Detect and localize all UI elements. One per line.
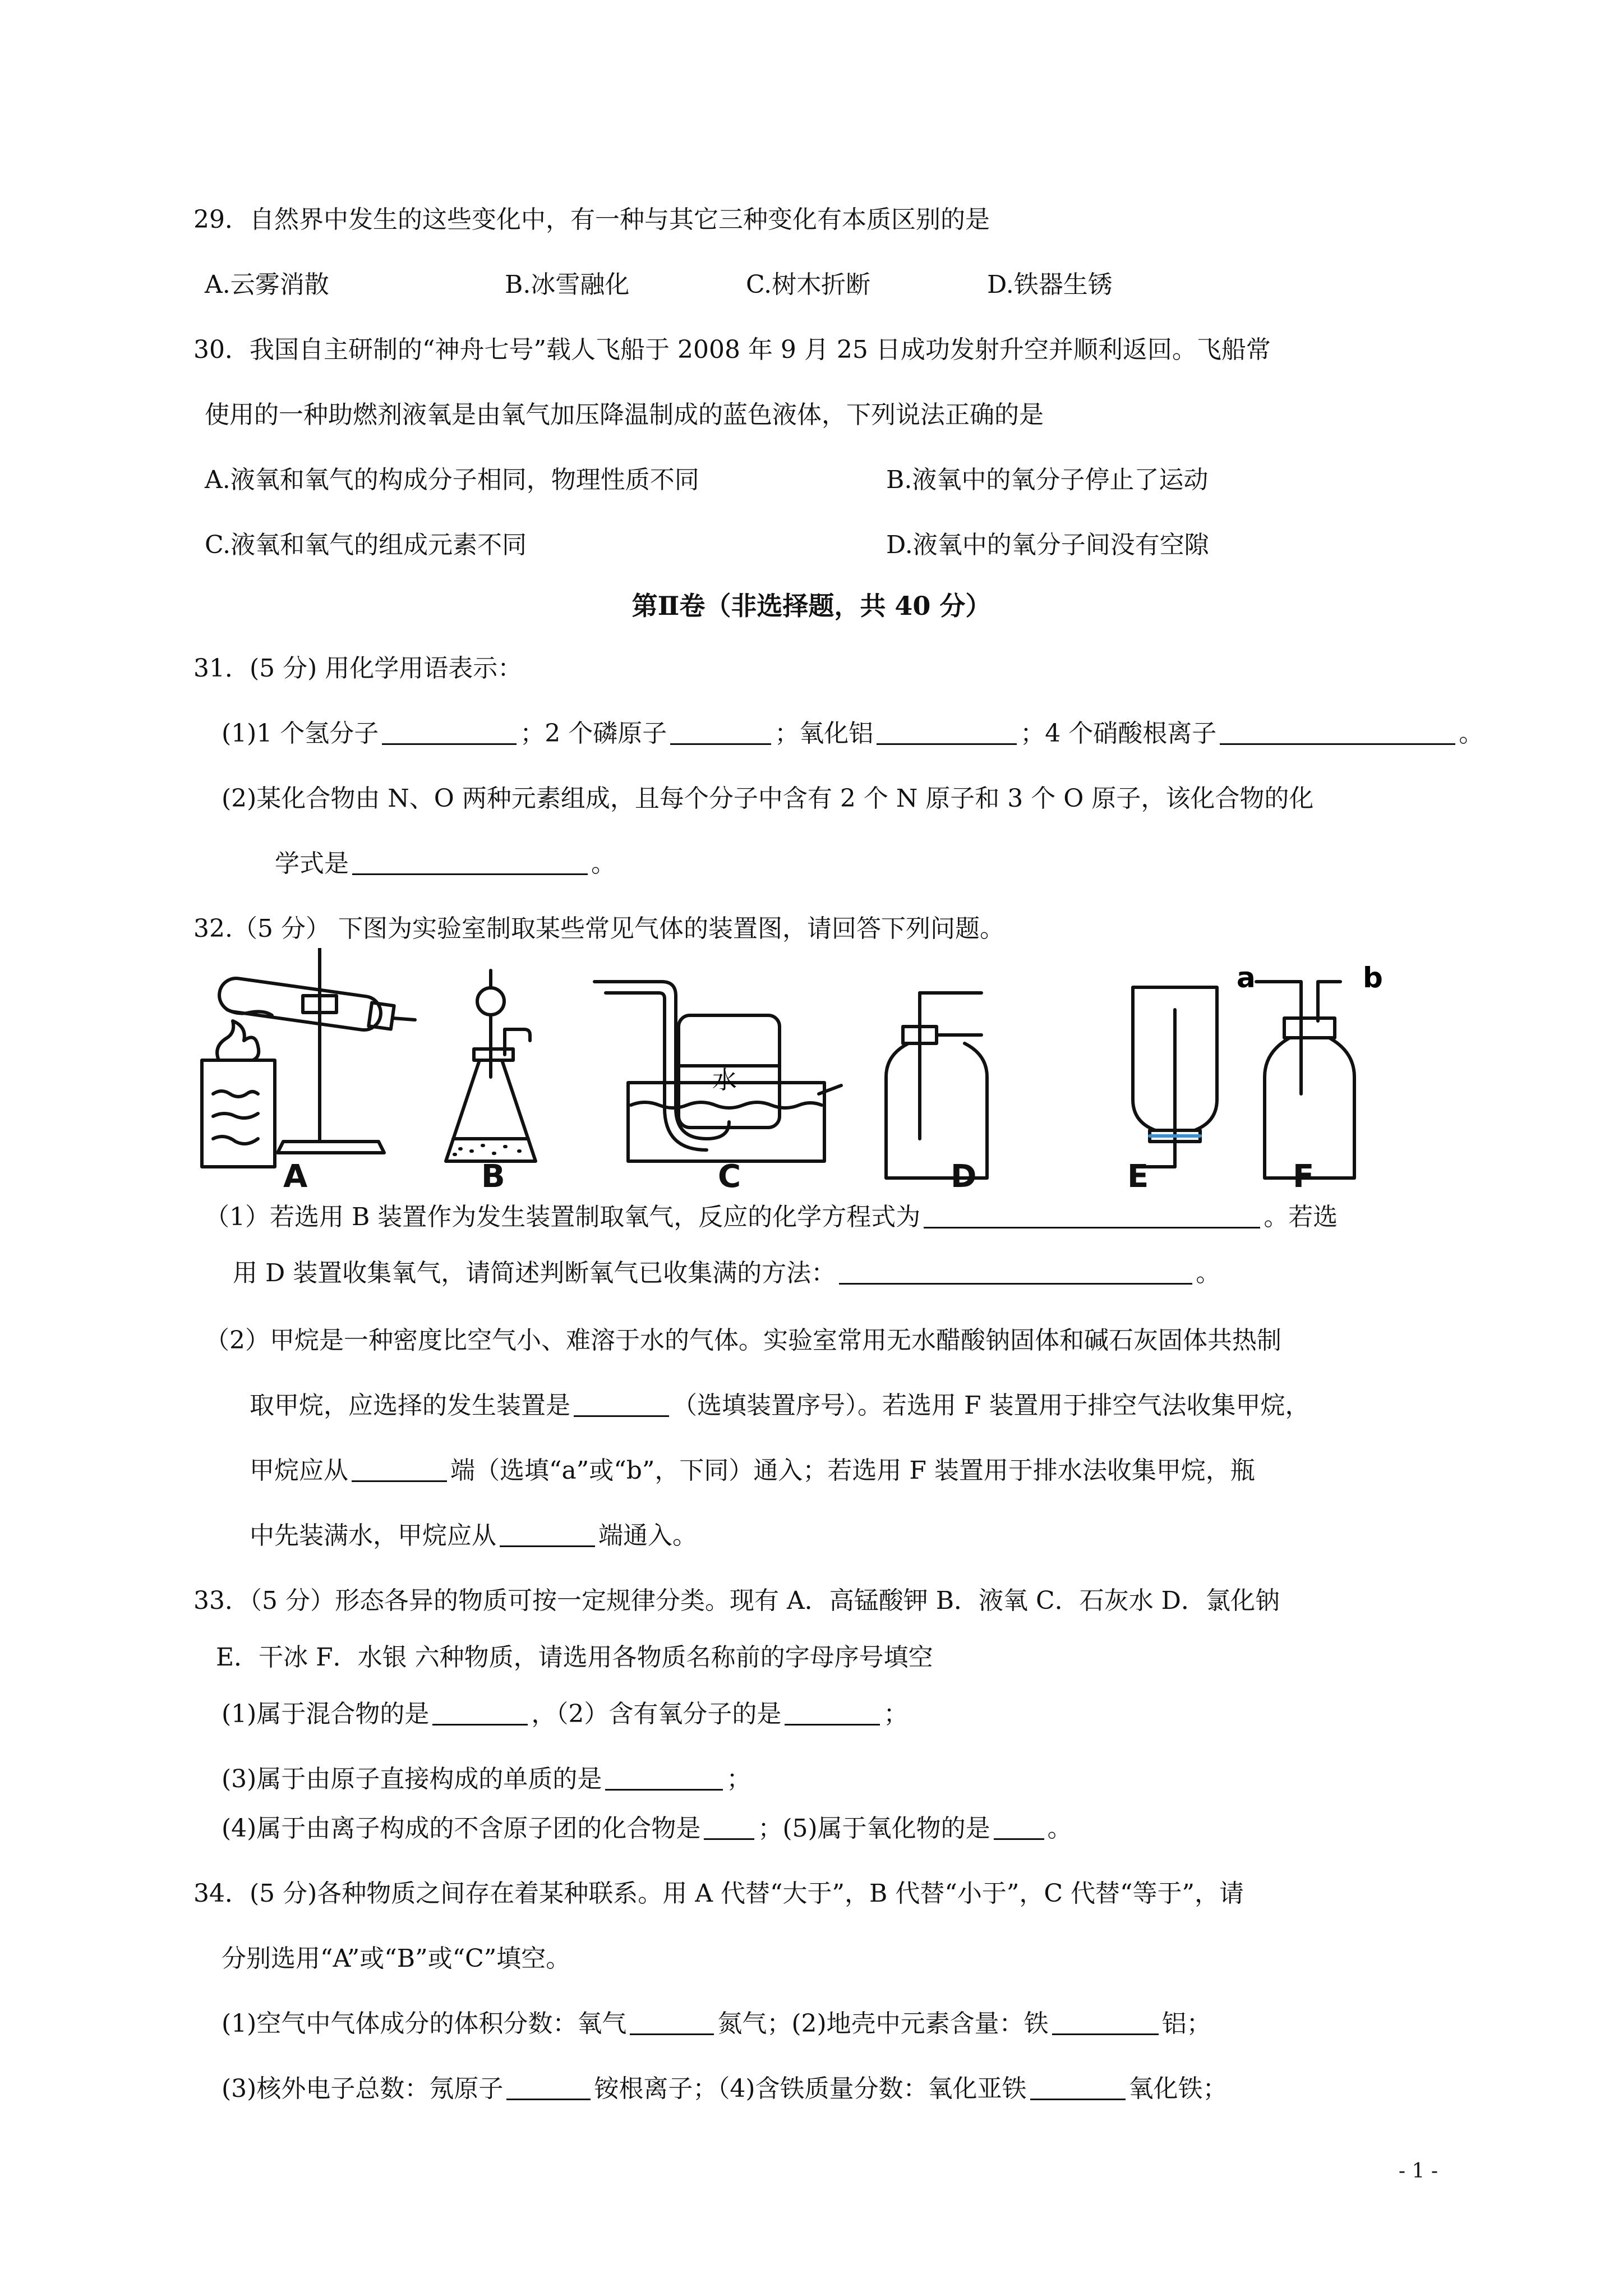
q31-part2-text-c: 。 [591, 849, 616, 878]
q32-part2-line3 [250, 1454, 1255, 1488]
q34-part3-text-b: 铵根离子；（4)含铁质量分数：氧化亚铁 [594, 2074, 1027, 2103]
f-port-a-label: a [1237, 961, 1256, 994]
q32-part1-text-b: 。若选 [1264, 1203, 1338, 1231]
q33-part4-text-c: 。 [1047, 1814, 1072, 1843]
q32-part2-line1: （2）甲烷是一种密度比空气小、难溶于水的气体。实验室常用无水醋酸钠固体和碱石灰固体共热制 [205, 1326, 1281, 1355]
q32-stem: 32.（5 分） 下图为实验室制取某些常见气体的装置图，请回答下列问题。 [193, 914, 1004, 943]
q33-part3 [222, 1763, 751, 1796]
q31-part2-text-b: 学式是 [275, 849, 349, 878]
q31-blank-1[interactable] [382, 719, 517, 745]
q33-part4-text-b: ；(5)属于氧化物的是 [758, 1814, 990, 1843]
q32-part1-line2 [233, 1257, 1220, 1290]
q32-part2-text-f: 中先装满水，甲烷应从 [250, 1521, 496, 1550]
q31-part2-line2 [275, 847, 616, 881]
q32-blank-5[interactable] [500, 1521, 595, 1547]
q32-blank-1[interactable] [924, 1202, 1260, 1228]
q34-blank-4[interactable] [1030, 2074, 1126, 2100]
q31-part1-text-e: 。 [1459, 719, 1484, 748]
q34-stem-line1: 34．(5 分)各种物质之间存在着某种联系。用 A 代替“大于”，B 代替“小于”，C 代替“等于”，请 [193, 1879, 1244, 1908]
q34-blank-2[interactable] [1052, 2009, 1159, 2035]
apparatus-label-a: A [283, 1158, 308, 1195]
q31-part1-text-c: ；氧化铝 [774, 719, 874, 748]
q31-blank-2[interactable] [670, 719, 771, 745]
q31-part1-text-d: ；4 个硝酸根离子 [1020, 719, 1217, 748]
q33-part1-text-b: ，（2）含有氧分子的是 [531, 1700, 782, 1728]
page-number: - 1 - [1398, 2160, 1438, 2183]
apparatus-b-flask [446, 970, 536, 1161]
q34-part1-text-a: (1)空气中气体成分的体积分数：氧气 [222, 2009, 627, 2038]
q30-option-d: D.液氧中的氧分子间没有空隙 [886, 531, 1209, 559]
q32-part1-text-d: 。 [1196, 1259, 1221, 1287]
apparatus-label-e: E [1127, 1158, 1149, 1195]
f-port-b-label: b [1363, 961, 1383, 994]
q31-stem: 31．(5 分) 用化学用语表示： [193, 654, 523, 683]
q29-option-a: A.云雾消散 [205, 270, 329, 299]
q32-part2-text-g: 端通入。 [598, 1521, 697, 1550]
q30-stem-line2: 使用的一种助燃剂液氧是由氧气加压降温制成的蓝色液体，下列说法正确的是 [205, 401, 1044, 429]
q32-part2-line4 [250, 1519, 697, 1553]
q33-part1 [222, 1697, 908, 1731]
q33-blank-2[interactable] [785, 1699, 880, 1726]
q33-blank-1[interactable] [432, 1699, 528, 1726]
apparatus-label-f: F [1293, 1158, 1315, 1195]
q29-stem: 29．自然界中发生的这些变化中，有一种与其它三种变化有本质区别的是 [193, 205, 990, 234]
q33-blank-5[interactable] [994, 1814, 1044, 1840]
section-title: 第Ⅱ卷（非选择题，共 40 分） [631, 591, 992, 621]
q30-option-a: A.液氧和氧气的构成分子相同，物理性质不同 [205, 466, 699, 494]
q32-part2-text-d: 甲烷应从 [250, 1456, 348, 1485]
apparatus-label-b: B [481, 1158, 505, 1195]
q33-stem-line2: E．干冰 F．水银 六种物质，请选用各物质名称前的字母序号填空 [216, 1643, 933, 1672]
q29-option-c: C.树木折断 [746, 270, 871, 299]
q31-blank-3[interactable] [877, 719, 1017, 745]
q31-blank-4[interactable] [1220, 719, 1455, 745]
q34-part1-text-b: 氮气；(2)地壳中元素含量：铁 [717, 2009, 1049, 2038]
q32-part2-line2 [250, 1389, 1310, 1423]
q31-part2-line1: (2)某化合物由 N、O 两种元素组成，且每个分子中含有 2 个 N 原子和 3 个 O 原子，该化合物的化 [222, 784, 1314, 813]
q31-part1-text-b: ；2 个磷原子 [520, 719, 667, 748]
q33-part3-text-b: ； [726, 1765, 751, 1793]
apparatus-a-heating [202, 948, 415, 1167]
q30-stem-line1: 30．我国自主研制的“神舟七号”载人飞船于 2008 年 9 月 25 日成功发射升空并顺利返回。飞船常 [193, 335, 1271, 364]
q32-part1-line1 [205, 1200, 1338, 1234]
q32-part1-text-c: 用 D 装置收集氧气，请简述判断氧气已收集满的方法： [233, 1259, 836, 1287]
q33-part4-text-a: (4)属于由离子构成的不含原子团的化合物是 [222, 1814, 701, 1843]
q34-blank-1[interactable] [630, 2009, 714, 2035]
apparatus-label-c: C [718, 1158, 741, 1195]
q32-blank-4[interactable] [352, 1456, 447, 1482]
q29-option-d: D.铁器生锈 [987, 270, 1113, 299]
q32-blank-3[interactable] [574, 1391, 669, 1417]
q34-stem-line2: 分别选用“A”或“B”或“C”填空。 [222, 1944, 571, 1973]
water-label: 水 [712, 1066, 737, 1094]
q33-part3-text-a: (3)属于由原子直接构成的单质的是 [222, 1765, 602, 1793]
q32-part2-text-e: 端（选填“a”或“b”，下同）通入；若选用 F 装置用于排水法收集甲烷，瓶 [450, 1456, 1255, 1485]
q33-part4 [222, 1812, 1072, 1846]
q33-part1-text-a: (1)属于混合物的是 [222, 1700, 430, 1728]
lab-apparatus-figure [191, 948, 1453, 1200]
q30-option-c: C.液氧和氧气的组成元素不同 [205, 531, 527, 559]
q34-blank-3[interactable] [506, 2074, 591, 2100]
q32-part1-text-a: （1）若选用 B 装置作为发生装置制取氧气，反应的化学方程式为 [205, 1203, 921, 1231]
apparatus-e-inverted-bottle [1133, 987, 1217, 1167]
q33-blank-3[interactable] [605, 1764, 723, 1791]
q31-part1-text-a: (1)1 个氢分子 [222, 719, 379, 748]
q29-option-b: B.冰雪融化 [505, 270, 630, 299]
q34-part1-text-c: 铝； [1161, 2009, 1211, 2038]
q34-part3-text-a: (3)核外电子总数：氖原子 [222, 2074, 504, 2103]
q32-part2-text-c: （选填装置序号）。若选用 F 装置用于排空气法收集甲烷， [672, 1391, 1310, 1420]
q31-part1 [222, 717, 1483, 751]
apparatus-d-bottle [886, 993, 987, 1178]
apparatus-f-two-port-bottle [1256, 982, 1354, 1178]
q34-part3 [222, 2072, 1228, 2106]
q33-stem-line1: 33．（5 分）形态各异的物质可按一定规律分类。现有 A．高锰酸钾 B．液氧 C．石灰水 D．氯化钠 [193, 1586, 1280, 1615]
q33-part1-text-c: ； [883, 1700, 909, 1728]
q32-part2-text-b: 取甲烷，应选择的发生装置是 [250, 1391, 570, 1420]
apparatus-label-d: D [951, 1158, 977, 1195]
q34-part3-text-c: 氧化铁； [1128, 2074, 1228, 2103]
q32-blank-2[interactable] [839, 1258, 1192, 1285]
q31-blank-5[interactable] [352, 849, 588, 875]
q33-blank-4[interactable] [704, 1814, 754, 1840]
q30-option-b: B.液氧中的氧分子停止了运动 [886, 466, 1209, 494]
q34-part1 [222, 2007, 1211, 2041]
